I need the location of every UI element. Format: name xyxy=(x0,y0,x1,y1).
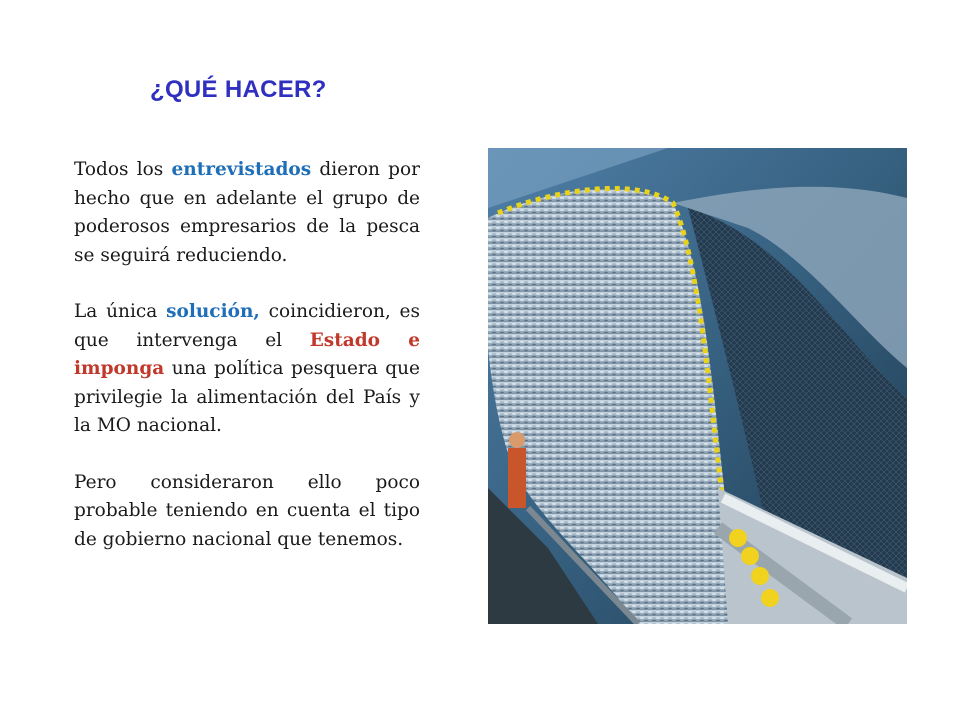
highlight-entrevistados: entrevistados xyxy=(171,159,312,180)
paragraph-2-text-1: La única xyxy=(74,301,167,322)
highlight-estado-imponga: Estado e imponga xyxy=(74,329,420,379)
paragraph-government xyxy=(74,469,420,555)
fishing-net-photo xyxy=(488,148,907,624)
slide-body xyxy=(74,156,420,582)
paragraph-interviewees xyxy=(74,156,420,270)
paragraph-2-text-2: coincidieron, es que intervenga el xyxy=(74,301,420,351)
paragraph-1-text-2: dieron por hecho que en adelante el grupo de poderosos empresarios de la pesca se seguirá reduciendo. xyxy=(74,159,420,266)
paragraph-1-text-1: Todos los xyxy=(74,159,172,180)
slide-title: ¿QUÉ HACER? xyxy=(150,76,327,103)
paragraph-solution xyxy=(74,298,420,441)
paragraph-2-text-3: una política pesquera que privilegie la alimentación del País y la MO nacional. xyxy=(74,358,420,436)
highlight-solucion: solución, xyxy=(166,301,260,322)
paragraph-3-text-1: Pero consideraron ello poco probable teniendo en cuenta el tipo de gobierno nacional que tenemos. xyxy=(74,471,420,550)
